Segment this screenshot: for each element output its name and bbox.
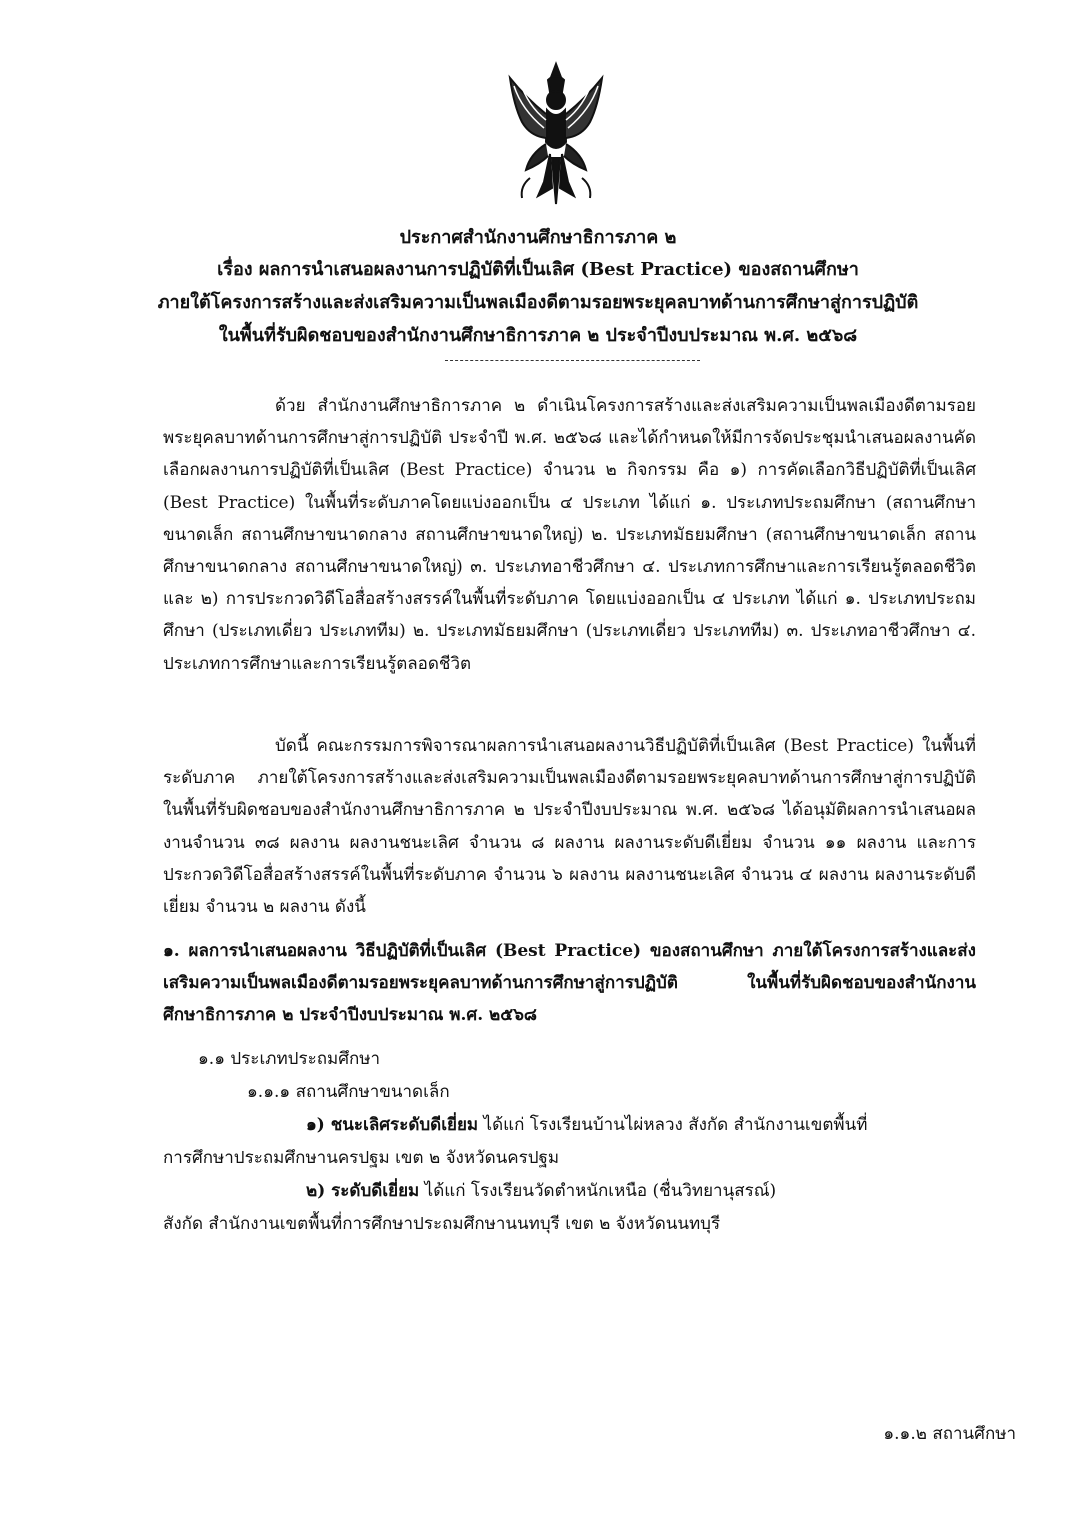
subsection-1-1-1: ๑.๑.๑ สถานศึกษาขนาดเล็ก: [247, 1082, 450, 1102]
garuda-emblem: [500, 58, 612, 206]
paragraph-result: [163, 730, 976, 923]
subject-line-1: เรื่อง ผลการนำเสนอผลงานการปฏิบัติที่เป็นเลิศ (Best Practice) ของสถานศึกษา: [217, 259, 859, 280]
item-2: [306, 1178, 776, 1204]
item-1-label: ๑) ชนะเลิศระดับดีเยี่ยม: [306, 1115, 479, 1135]
item-1-text: ได้แก่ โรงเรียนบ้านไผ่หลวง สังกัด สำนักงานเขตพื้นที่: [478, 1115, 868, 1135]
divider: [445, 360, 700, 361]
paragraph-intro-text: ด้วย สำนักงานศึกษาธิการภาค ๒ ดำเนินโครงการสร้างและส่งเสริมความเป็นพลเมืองดีตามรอยพระยุคลบาทด้านการศึกษาสู่การปฏิบัติ ประจำปี พ.ศ. ๒๕๖๘ และได้กำหนดให้มีการจัดประชุมนำเสนอผลงานคัดเลือกผลงานการปฏิบัติที่เป็นเลิศ (Best Practice) จำนวน ๒ กิจกรรม คือ ๑) การคัดเลือกวิธีปฏิบัติที่เป็นเลิศ (Best Practice) ในพื้นที่ระดับภาคโดยแบ่งออกเป็น ๔ ประเภท ได้แก่ ๑. ประเภทประถมศึกษา (สถานศึกษาขนาดเล็ก สถานศึกษาขนาดกลาง สถานศึกษาขนาดใหญ่) ๒. ประเภทมัธยมศึกษา (สถานศึกษาขนาดเล็ก สถานศึกษาขนาดกลาง สถานศึกษาขนาดใหญ่) ๓. ประเภทอาชีวศึกษา ๔. ประเภทการศึกษาและการเรียนรู้ตลอดชีวิต และ ๒) การประกวดวิดีโอสื่อสร้างสรรค์ในพื้นที่ระดับภาค โดยแบ่งออกเป็น ๔ ประเภท ได้แก่ ๑. ประเภทประถมศึกษา (ประเภทเดี่ยว ประเภททีม) ๒. ประเภทมัธยมศึกษา (ประเภทเดี่ยว ประเภททีม) ๓. ประเภทอาชีวศึกษา ๔. ประเภทการศึกษาและการเรียนรู้ตลอดชีวิต: [163, 396, 976, 674]
subject-line-2: ภายใต้โครงการสร้างและส่งเสริมความเป็นพลเมืองดีตามรอยพระยุคลบาทด้านการศึกษาสู่การปฏิบัติ: [157, 292, 919, 313]
item-2-continuation: สังกัด สำนักงานเขตพื้นที่การศึกษาประถมศึกษานนทบุรี เขต ๒ จังหวัดนนทบุรี: [163, 1214, 721, 1234]
section-1-heading: [163, 935, 976, 1032]
item-1-continuation: การศึกษาประถมศึกษานครปฐม เขต ๒ จังหวัดนครปฐม: [163, 1148, 560, 1168]
item-2-text: ได้แก่ โรงเรียนวัดตำหนักเหนือ (ชื่นวิทยานุสรณ์): [419, 1181, 777, 1201]
item-1: [306, 1112, 867, 1138]
page-continuation: ๑.๑.๒ สถานศึกษา: [883, 1424, 1016, 1444]
section-1-heading-text: ๑. ผลการนำเสนอผลงาน วิธีปฏิบัติที่เป็นเลิศ (Best Practice) ของสถานศึกษา ภายใต้โครงการสร้างและส่งเสริมความเป็นพลเมืองดีตามรอยพระยุคลบาทด้านการศึกษาสู่การปฏิบัติ ในพื้นที่รับผิดชอบของสำนักงานศึกษาธิการภาค ๒ ประจำปีงบประมาณ พ.ศ. ๒๕๖๘: [163, 941, 976, 1026]
paragraph-result-text: บัดนี้ คณะกรรมการพิจารณาผลการนำเสนอผลงานวิธีปฏิบัติที่เป็นเลิศ (Best Practice) ในพื้นที่ระดับภาค ภายใต้โครงการสร้างและส่งเสริมความเป็นพลเมืองดีตามรอยพระยุคลบาทด้านการศึกษาสู่การปฏิบัติ ในพื้นที่รับผิดชอบของสำนักงานศึกษาธิการภาค ๒ ประจำปีงบประมาณ พ.ศ. ๒๕๖๘ ได้อนุมัติผลการนำเสนอผลงานจำนวน ๓๘ ผลงาน ผลงานชนะเลิศ จำนวน ๘ ผลงาน ผลงานระดับดีเยี่ยม จำนวน ๑๑ ผลงาน และการประกวดวิดีโอสื่อสร้างสรรค์ในพื้นที่ระดับภาค จำนวน ๖ ผลงาน ผลงานชนะเลิศ จำนวน ๔ ผลงาน ผลงานระดับดีเยี่ยม จำนวน ๒ ผลงาน ดังนี้: [163, 736, 976, 918]
paragraph-intro: [163, 390, 976, 680]
document-title: ประกาศสำนักงานศึกษาธิการภาค ๒: [399, 227, 677, 248]
item-2-label: ๒) ระดับดีเยี่ยม: [306, 1181, 420, 1201]
subsection-1-1: ๑.๑ ประเภทประถมศึกษา: [198, 1049, 381, 1069]
subject-line-3: ในพื้นที่รับผิดชอบของสำนักงานศึกษาธิการภาค ๒ ประจำปีงบประมาณ พ.ศ. ๒๕๖๘: [218, 325, 858, 346]
